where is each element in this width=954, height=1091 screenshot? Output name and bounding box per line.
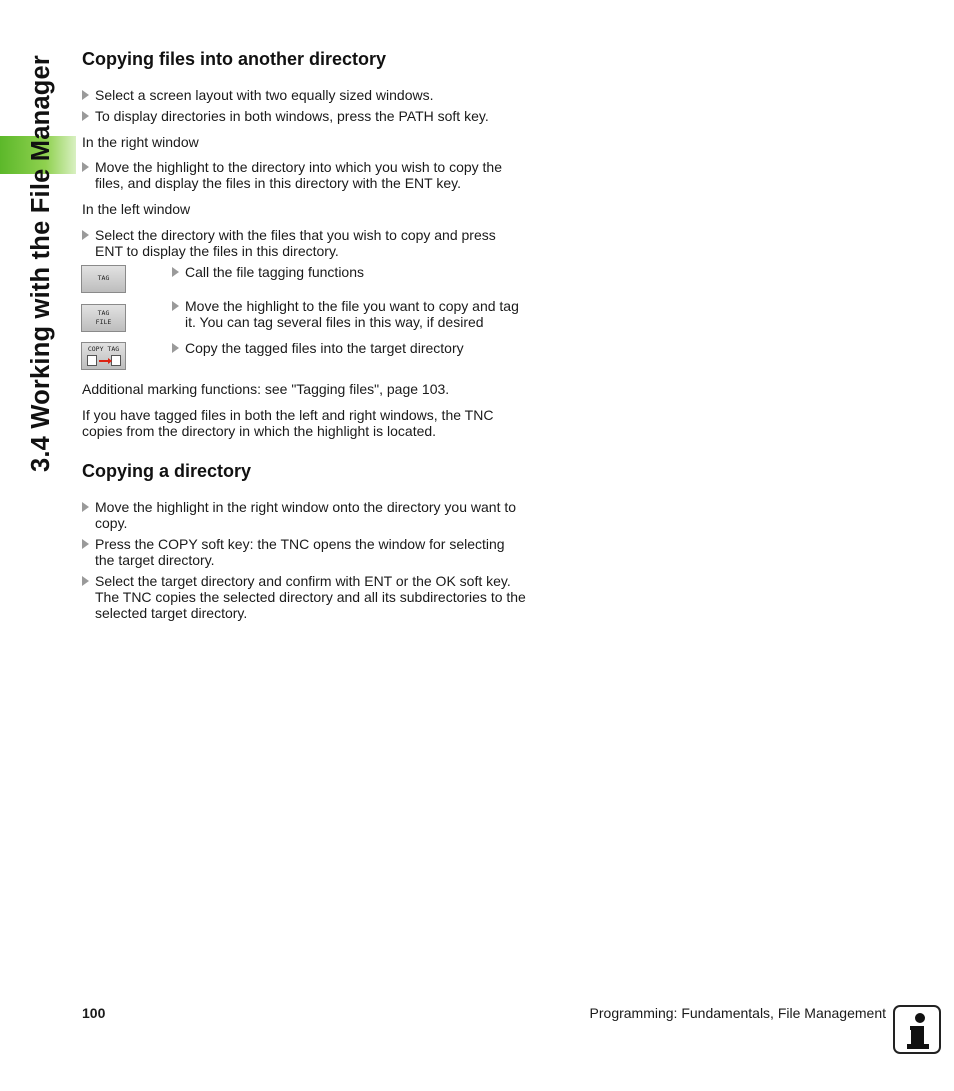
bullet-arrow-icon: [172, 301, 179, 311]
page-number: 100: [82, 1005, 106, 1021]
chapter-side-title: 3.4 Working with the File Manager: [27, 54, 55, 472]
step-item: Move the highlight to the directory into which you wish to copy the files, and display the files in this directory with the ENT key.: [82, 159, 527, 191]
softkey-step: Copy the tagged files into the target directory: [172, 340, 527, 356]
step-item: Press the COPY soft key: the TNC opens the window for selecting the target directory.: [82, 536, 527, 568]
bullet-arrow-icon: [82, 230, 89, 240]
tag-file-softkey-icon: TAG FILE: [81, 304, 126, 332]
info-icon: [893, 1005, 941, 1054]
bullet-arrow-icon: [172, 267, 179, 277]
bullet-arrow-icon: [82, 576, 89, 586]
arrow-right-icon: [99, 360, 109, 362]
bullet-arrow-icon: [172, 343, 179, 353]
section-heading-copy-files: Copying files into another directory: [82, 49, 387, 69]
bullet-arrow-icon: [82, 539, 89, 549]
bullet-arrow-icon: [82, 162, 89, 172]
right-window-label: In the right window: [82, 134, 199, 150]
bullet-arrow-icon: [82, 111, 89, 121]
step-item: Move the highlight in the right window onto the directory you want to copy.: [82, 499, 527, 531]
softkey-step: Move the highlight to the file you want to copy and tag it. You can tag several files in this way, if desired: [172, 298, 527, 330]
tag-softkey-icon: TAG: [81, 265, 126, 293]
bullet-arrow-icon: [82, 502, 89, 512]
file-icon: [87, 355, 97, 366]
softkey-step: Call the file tagging functions: [172, 264, 527, 280]
footer-title: Programming: Fundamentals, File Management: [589, 1005, 886, 1021]
bullet-arrow-icon: [82, 90, 89, 100]
copy-tag-softkey-icon: COPY TAG: [81, 342, 126, 370]
section-heading-copy-directory: Copying a directory: [82, 461, 252, 481]
note-additional-marking: Additional marking functions: see "Tagging files", page 103.: [82, 381, 450, 397]
note-tagged-files: If you have tagged files in both the left and right windows, the TNC copies from the directory in which the highlight is located.: [82, 407, 494, 439]
file-icon: [111, 355, 121, 366]
left-window-label: In the left window: [82, 201, 191, 217]
step-item: Select the directory with the files that you wish to copy and press ENT to display the files in this directory.: [82, 227, 527, 259]
step-item: Select a screen layout with two equally sized windows.: [82, 87, 527, 103]
step-item: To display directories in both windows, press the PATH soft key.: [82, 108, 527, 124]
step-item: Select the target directory and confirm with ENT or the OK soft key. The TNC copies the selected directory and all its subdirectories to the selected target directory.: [82, 573, 527, 621]
